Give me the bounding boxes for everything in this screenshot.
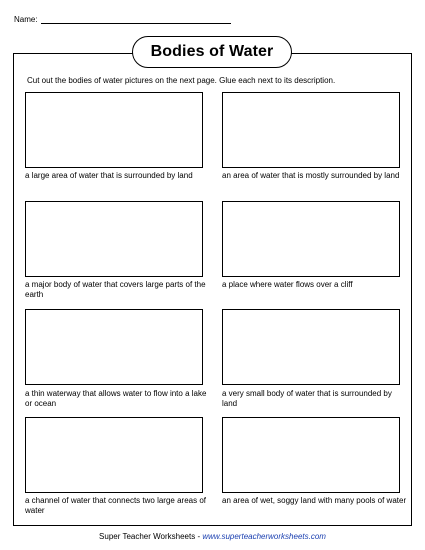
glue-box-5[interactable] [25,309,203,385]
glue-box-4[interactable] [222,201,400,277]
description-3: a major body of water that covers large parts of the earth [25,280,206,299]
instructions-text: Cut out the bodies of water pictures on the next page. Glue each next to its description. [27,76,336,85]
description-7: a channel of water that connects two large areas of water [25,496,206,515]
footer [0,532,425,541]
footer-brand: Super Teacher Worksheets - [99,532,203,541]
glue-box-1[interactable] [25,92,203,168]
name-label: Name: [14,15,38,24]
description-1: a large area of water that is surrounded by land [25,171,193,180]
name-field [14,15,231,24]
glue-box-6[interactable] [222,309,400,385]
glue-box-7[interactable] [25,417,203,493]
glue-box-2[interactable] [222,92,400,168]
description-8: an area of wet, soggy land with many pools of water [222,496,407,505]
worksheet-title: Bodies of Water [132,36,292,68]
glue-box-3[interactable] [25,201,203,277]
description-6: a very small body of water that is surrounded by land [222,389,392,408]
name-line[interactable] [41,15,231,24]
glue-box-8[interactable] [222,417,400,493]
description-5: a thin waterway that allows water to flow into a lake or ocean [25,389,207,408]
description-4: a place where water flows over a cliff [222,280,353,289]
description-2: an area of water that is mostly surrounded by land [222,171,400,180]
footer-url-link[interactable]: www.superteacherworksheets.com [202,532,326,541]
